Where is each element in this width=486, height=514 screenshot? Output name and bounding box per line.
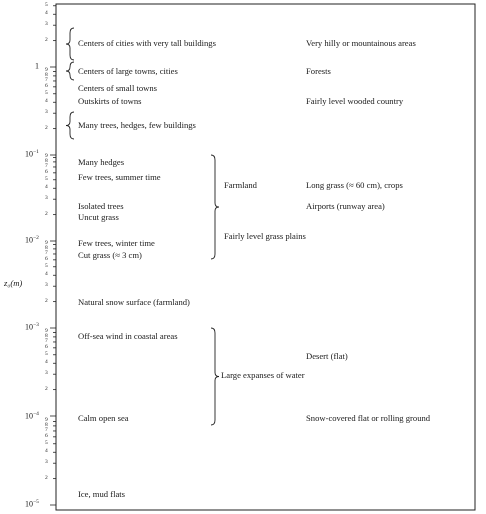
tick-number: 9	[45, 328, 48, 335]
tick-number: 2	[45, 124, 48, 131]
right-label-desert: Desert (flat)	[306, 351, 348, 361]
axis-label: z₀(m)	[4, 278, 23, 288]
decade-label-1e-1: $10^{-1}$	[25, 149, 39, 159]
tick-number: 7	[45, 249, 48, 256]
tick-number: 7	[45, 76, 48, 83]
left-label-many-hedges: Many hedges	[78, 157, 125, 167]
right-label-forests: Forests	[306, 66, 331, 76]
tick-number: 5	[45, 439, 48, 446]
left-label-cut-grass: Cut grass (≈ 3 cm)	[78, 250, 142, 260]
tick-number: 4	[45, 184, 48, 191]
tick-number: 6	[45, 82, 48, 89]
tick-number: 9	[45, 417, 48, 424]
tick-number: 3	[45, 109, 48, 116]
tick-number: 7	[45, 162, 48, 169]
right-label-snow-covered: Snow-covered flat or rolling ground	[306, 413, 431, 423]
tick-number: 3	[45, 282, 48, 289]
tick-number: 5	[45, 262, 48, 269]
decade-label-1e-3: $10^{-3}$	[25, 322, 39, 332]
tick-number: 9	[45, 67, 48, 74]
tick-number: 5	[45, 1, 48, 8]
tick-number: 4	[45, 448, 48, 455]
tick-number: 6	[45, 168, 48, 175]
tick-number: 2	[45, 297, 48, 304]
tick-number: 6	[45, 432, 48, 439]
left-label-outskirts: Outskirts of towns	[78, 96, 142, 106]
middle-label-large-water: Large expanses of water	[221, 370, 305, 380]
right-label-wooded-country: Fairly level wooded country	[306, 96, 404, 106]
decade-label-1e-4: $10^{-4}$	[25, 411, 39, 421]
tick-number: 3	[45, 21, 48, 28]
decade-label-1e-5: $10^{-5}$	[25, 499, 39, 509]
left-label-uncut-grass: Uncut grass	[78, 212, 119, 222]
tick-number: 5	[45, 175, 48, 182]
brace-farmland	[211, 155, 219, 259]
tick-number: 2	[45, 210, 48, 217]
decade-label-1: 1	[35, 61, 39, 71]
tick-number: 2	[45, 36, 48, 43]
right-label-hilly: Very hilly or mountainous areas	[306, 38, 416, 48]
tick-number: 2	[45, 385, 48, 392]
middle-label-grass-plains: Fairly level grass plains	[224, 231, 306, 241]
left-label-city-tall-buildings: Centers of cities with very tall buildings	[78, 38, 216, 48]
tick-number: 8	[45, 71, 48, 78]
right-label-airports: Airports (runway area)	[306, 201, 385, 211]
left-label-snow-surface: Natural snow surface (farmland)	[78, 297, 190, 307]
brace-large-towns	[66, 62, 74, 80]
tick-number: 6	[45, 343, 48, 350]
left-label-ice-mud: Ice, mud flats	[78, 489, 126, 499]
decade-label-1e-2: $10^{-2}$	[25, 235, 39, 245]
tick-number: 4	[45, 271, 48, 278]
left-label-small-towns: Centers of small towns	[78, 83, 158, 93]
tick-number: 7	[45, 337, 48, 344]
tick-number: 3	[45, 459, 48, 466]
tick-number: 6	[45, 255, 48, 262]
tick-number: 3	[45, 370, 48, 377]
tick-number: 9	[45, 240, 48, 247]
tick-number: 2	[45, 474, 48, 481]
tick-number: 8	[45, 421, 48, 428]
axis-ticks	[50, 6, 56, 505]
middle-label-farmland: Farmland	[224, 180, 257, 190]
left-label-calm-sea: Calm open sea	[78, 413, 129, 423]
tick-number: 4	[45, 98, 48, 105]
left-label-few-trees-winter: Few trees, winter time	[78, 238, 155, 248]
left-label-few-trees-summer: Few trees, summer time	[78, 172, 161, 182]
left-label-off-sea-wind: Off-sea wind in coastal areas	[78, 331, 178, 341]
tick-number: 8	[45, 157, 48, 164]
tick-number: 8	[45, 332, 48, 339]
tick-number: 9	[45, 153, 48, 160]
left-label-large-towns: Centers of large towns, cities	[78, 66, 178, 76]
brace-many-trees	[66, 112, 74, 139]
tick-number: 5	[45, 89, 48, 96]
brace-water	[211, 328, 219, 425]
tick-number: 7	[45, 426, 48, 433]
tick-number: 5	[45, 350, 48, 357]
tick-number: 4	[45, 359, 48, 366]
tick-number: 4	[45, 10, 48, 17]
tick-number: 3	[45, 195, 48, 202]
tick-number: 8	[45, 244, 48, 251]
brace-city-tall	[66, 28, 74, 60]
left-label-many-trees: Many trees, hedges, few buildings	[78, 120, 196, 130]
left-label-isolated-trees: Isolated trees	[78, 201, 124, 211]
right-label-long-grass: Long grass (≈ 60 cm), crops	[306, 180, 403, 190]
